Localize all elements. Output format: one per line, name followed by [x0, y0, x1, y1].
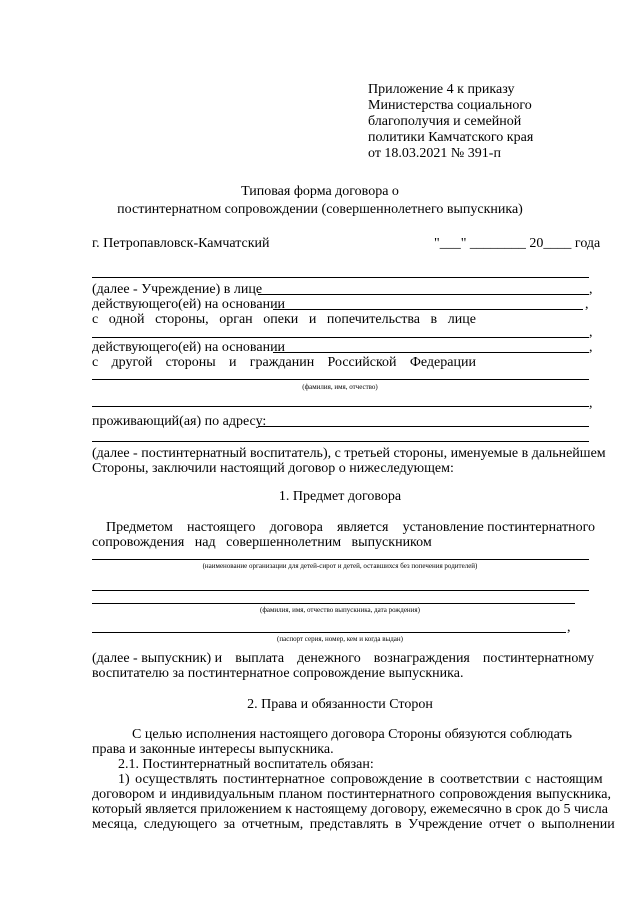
word: установление постинтернатного	[402, 520, 595, 535]
payment-paragraph-line-2: воспитателю за постинтернатное сопровождение выпускника.	[92, 666, 464, 681]
word: и	[228, 355, 237, 370]
word: вознаграждения	[373, 651, 470, 666]
word: Федерации	[409, 355, 476, 370]
comma: ,	[589, 340, 593, 355]
fio-caption: (фамилия, имя, отчество)	[302, 383, 378, 391]
passport-caption: (паспорт серия, номер, кем и когда выдан)	[277, 635, 403, 643]
word: и	[308, 312, 317, 327]
duty-1-line-3: который является приложением к настоящему договору, ежемесячно в срок до 5 числа	[92, 802, 608, 817]
blank-line	[273, 352, 589, 353]
blank-line	[258, 294, 589, 295]
document-title-line-2: постинтернатном сопровождении (совершеннолетнего выпускника)	[117, 202, 523, 217]
blank-line	[258, 426, 589, 427]
word: договора	[269, 520, 323, 535]
word: лице	[447, 312, 476, 327]
blank-line	[92, 277, 589, 278]
word: в	[430, 312, 438, 327]
word: Предметом	[106, 520, 173, 535]
institution-text: (далее - Учреждение) в лице	[92, 282, 263, 297]
blank-line	[273, 309, 583, 310]
word: постинтернатному	[482, 651, 594, 666]
word: выплата	[235, 651, 285, 666]
city: г. Петропавловск-Камчатский	[92, 236, 270, 251]
word: стороны	[165, 355, 216, 370]
duty-1-line-2: договором и индивидуальным планом постинтернатного сопровождения выпускника,	[92, 787, 611, 802]
section-2-intro-line-1: С целью исполнения настоящего договора Стороны обязуются соблюдать	[132, 727, 573, 742]
contract-conclusion: Стороны, заключили настоящий договор о нижеследующем:	[92, 461, 454, 476]
blank-line	[92, 337, 589, 338]
blank-line	[92, 441, 589, 442]
comma: ,	[589, 325, 593, 340]
duty-1-line-1: 1) осуществлять постинтернатное сопровождение в соответствии с настоящим	[118, 772, 603, 787]
word: одной	[108, 312, 145, 327]
blank-line	[92, 603, 575, 604]
one-side-guardianship	[92, 312, 476, 328]
blank-line	[92, 632, 566, 633]
appendix-line-4: политики Камчатского края	[368, 130, 534, 145]
item-2-1-heading: 2.1. Постинтернатный воспитатель обязан:	[118, 757, 374, 772]
appendix-line-5: от 18.03.2021 № 391-п	[368, 146, 501, 161]
comma: ,	[567, 620, 571, 635]
subject-paragraph-line-2: сопровождения над совершеннолетним выпускником	[92, 535, 432, 550]
word: Российской	[327, 355, 397, 370]
blank-line	[92, 559, 589, 560]
word: стороны,	[155, 312, 209, 327]
contract-date: "___" ________ 20____ года	[434, 236, 601, 251]
word: орган	[219, 312, 253, 327]
word: попечительства	[326, 312, 420, 327]
word: денежного	[297, 651, 361, 666]
word: гражданин	[249, 355, 315, 370]
payment-paragraph-line-1	[92, 651, 594, 667]
acting-basis-1: действующего(ей) на основании	[92, 297, 286, 312]
word: с	[92, 355, 99, 370]
word: является	[337, 520, 389, 535]
blank-line	[92, 406, 589, 407]
tutor-definition: (далее - постинтернатный воспитатель), с третьей стороны, именуемые в дальнейшем	[92, 446, 606, 461]
section-1-heading: 1. Предмет договора	[278, 489, 402, 504]
other-side-citizen	[92, 355, 476, 371]
section-2-heading: 2. Права и обязанности Сторон	[247, 697, 433, 712]
word: другой	[111, 355, 153, 370]
word: настоящего	[187, 520, 256, 535]
appendix-line-2: Министерства социального	[368, 98, 532, 113]
document-title-line-1: Типовая форма договора о	[241, 184, 399, 199]
blank-line	[92, 590, 589, 591]
appendix-line-3: благополучия и семейной	[368, 114, 522, 129]
comma: ,	[585, 297, 589, 312]
section-2-intro-line-2: права и законные интересы выпускника.	[92, 742, 334, 757]
duty-1-line-4: месяца, следующего за отчетным, представлять в Учреждение отчет о выполнении	[92, 817, 615, 832]
subject-paragraph-line-1	[106, 520, 595, 536]
word: (далее - выпускник) и	[92, 651, 223, 666]
word: опеки	[263, 312, 299, 327]
comma: ,	[589, 396, 593, 411]
residing-address: проживающий(ая) по адресу:	[92, 414, 267, 429]
graduate-caption: (фамилия, имя, отчество выпускника, дата рождения)	[260, 606, 420, 614]
blank-line	[92, 379, 589, 380]
acting-basis-2: действующего(ей) на основании	[92, 340, 286, 355]
word: с	[92, 312, 99, 327]
organization-caption: (наименование организации для детей-сирот и детей, оставшихся без попечения родителей)	[202, 562, 478, 570]
comma: ,	[589, 282, 593, 297]
appendix-line-1: Приложение 4 к приказу	[368, 82, 515, 97]
